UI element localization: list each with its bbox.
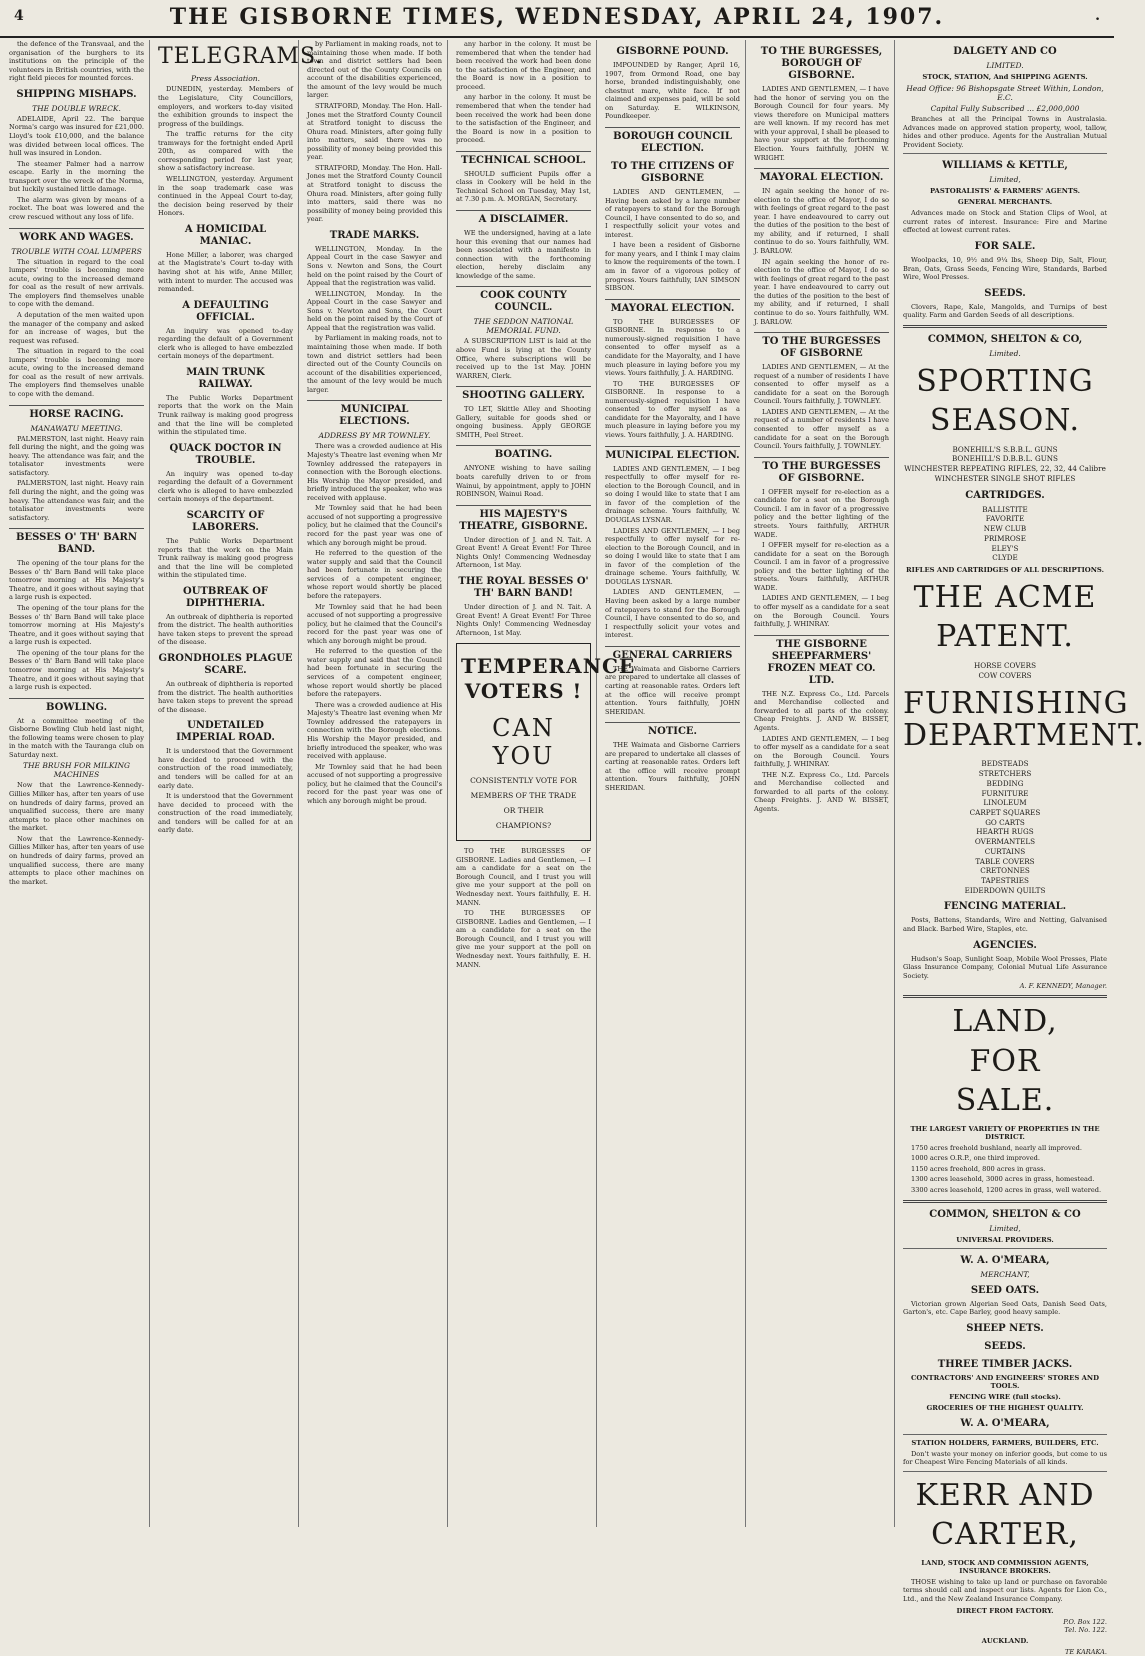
williams-line-2: GENERAL MERCHANTS. xyxy=(957,198,1053,207)
dalgety-line: STOCK, STATION, And SHIPPING AGENTS. xyxy=(922,73,1088,81)
notice-text: ANYONE wishing to have sailing boats carefully driven to or from Wainui, by appointment, apply to JOHN ROBINSON, Wainui Road. xyxy=(456,464,591,499)
article-text: It is understood that the Government have decided to proceed with the construction of the road immediately, and tenders will be called for at an early date. xyxy=(158,792,293,835)
article-text: Hone Miller, a laborer, was charged at the Magistrate's Court to-day with having shot at his wife, Anne Miller, with intent to murder. The accused was remanded. xyxy=(158,250,293,294)
band-heading: THE ROYAL BESSES O' TH' BARN BAND! xyxy=(458,575,589,599)
temperance-advert xyxy=(456,643,636,841)
dalgety-sub: LIMITED. xyxy=(986,61,1024,70)
list-item: BONEHILL'S D.B.B.L. GUNS xyxy=(952,454,1058,464)
notice-heading: TO THE BURGESSES, BOROUGH OF GISBORNE. xyxy=(760,46,883,81)
article-heading: MUNICIPAL ELECTIONS. xyxy=(307,400,442,428)
article-text: the defence of the Transvaal, and the organisation of the burghers to its institutions on the principle of the volunteers in British countries, with the right field pieces for mounted forces. xyxy=(9,40,144,83)
notice-text: LADIES AND GENTLEMEN, — At the request of a number of residents I have consented to offer myself as a candidate for a seat on the Borough Council. Yours faithfully, J. TOWNLEY. xyxy=(754,363,889,406)
groceries-line: GROCERIES OF THE HIGHEST QUALITY. xyxy=(926,1403,1084,1412)
divider xyxy=(903,1200,1107,1203)
list-item: BEDDING xyxy=(986,778,1024,788)
list-item: ELEY'S xyxy=(991,543,1019,553)
notice-text: THE N.Z. Express Co., Ltd. Parcels and Merchandise collected and forwarded to all parts of the colony. Cheap Freights. J. AND W. BISSET, Agents. xyxy=(754,770,889,813)
article-subheading: THE SEDDON NATIONAL MEMORIAL FUND. xyxy=(473,317,574,336)
timber-jacks-heading: THREE TIMBER JACKS. xyxy=(937,1358,1073,1370)
article-text: by Parliament in making roads, not to maintaining those when made. If both town and district settlers had been directed out of the County Councils on account of the disabilities experienced, the amount of the levy would be much larger. xyxy=(307,334,442,394)
article-text: any harbor in the colony. It must be remembered that when the tender had been received the work had been done to the satisfaction of the Engineer, and the Board is now in a position to proceed. xyxy=(456,40,591,91)
williams-line: PASTORALISTS' & FARMERS' AGENTS. xyxy=(929,187,1081,196)
company-heading: THE GISBORNE SHEEPFARMERS' FROZEN MEAT CO. LTD. xyxy=(754,635,889,687)
article-heading: UNDETAILED IMPERIAL ROAD. xyxy=(176,720,275,744)
column-7-adverts xyxy=(898,40,1145,1656)
williams-text: Advances made on Stock and Station Clips of Wool, at current rates of interest. Insurance: Fire and Marine effected at lowest current rates. xyxy=(903,209,1107,235)
omeara-seeds-heading: SEEDS. xyxy=(984,1340,1026,1352)
agencies-heading: AGENCIES. xyxy=(973,939,1037,951)
advert-line: CHAMPIONS? xyxy=(495,821,552,831)
list-item: GO CARTS xyxy=(985,817,1025,827)
article-text: WELLINGTON, Monday. In the Appeal Court in the case Sawyer and Sons v. Newton and Sons, the Court held on the point raised by the Court of Appeal that the registration was valid. xyxy=(307,289,442,332)
common-shelton-name: COMMON, SHELTON & CO, xyxy=(927,333,1083,345)
notice-text: Under direction of J. and N. Tait. A Great Event! A Great Event! For Three Nights Only! Commencing Wednesday Afternoon, 1st May. xyxy=(456,535,591,570)
telegrams-heading: TELEGRAMS. xyxy=(158,44,324,69)
dalgety-office: Head Office: 96 Bishopsgate Street Within, London, E.C. xyxy=(906,84,1104,102)
notice-text: TO LET, Skittle Alley and Shooting Gallery, suitable for goods shed or ongoing business. Apply GEORGE SMITH, Peel Street. xyxy=(456,405,591,439)
article-text: The alarm was given by means of a rocket. The boat was lowered and the crew rescued without any loss of life. xyxy=(9,195,144,221)
list-item: TABLE COVERS xyxy=(975,856,1035,866)
article-text: The situation in regard to the coal lumpers' trouble is becoming more acute, owing to the increased demand for coal as the result of new arrivals. The employers find themselves unable to cope with the demand. xyxy=(9,257,144,309)
notice-heading: TO THE CITIZENS OF GISBORNE xyxy=(611,160,734,184)
list-item: TAPESTRIES xyxy=(981,876,1029,885)
article-text: An inquiry was opened to-day regarding the default of a Government clerk who is alleged to have embezzled certain moneys of the department. xyxy=(158,326,293,361)
common-shelton-sub-2: Limited, xyxy=(989,1223,1021,1233)
covers-list xyxy=(903,661,1107,680)
divider xyxy=(903,1434,1107,1435)
article-text: WELLINGTON, Monday. In the Appeal Court in the case Sawyer and Sons v. Newton and Sons, the Court held on the point raised by the Court of Appeal that the registration was valid. xyxy=(307,244,442,288)
omeara-text: Victorian grown Algerian Seed Oats, Danish Seed Oats, Garton's, etc. Cape Barley, good heavy sample. xyxy=(903,1299,1107,1317)
carter-heading: CARTER, xyxy=(931,1517,1079,1553)
notice-text: LADIES AND GENTLEMEN, — Having been asked by a large number of ratepayers to stand for the Borough Council, I have consented to do so, and I respectfully solicit your votes and interest. xyxy=(605,588,740,640)
article-text: any harbor in the colony. It must be remembered that when the tender had been received the work had been done to the satisfaction of the Engineer, and the Board is now in a position to proceed. xyxy=(456,93,591,145)
destination-line: AUCKLAND. xyxy=(981,1636,1029,1645)
list-item: BEDSTEADS xyxy=(981,759,1029,769)
newspaper-title: THE GISBORNE TIMES, WEDNESDAY, APRIL 24, 1907. xyxy=(169,4,945,30)
notice-text: IMPOUNDED by Ranger, April 16, 1907, from Ormond Road, one bay horse, branded indistinguishably, one chestnut mare, white face. If not claimed and expenses paid, will be sold on Saturday. E. WILKINSON, Poundkeeper. xyxy=(605,61,740,121)
article-heading: TRADE MARKS. xyxy=(329,229,420,241)
list-item: FAVORITE xyxy=(985,514,1025,524)
notice-text: LADIES AND GENTLEMEN, — I beg to offer myself as a candidate for a seat on the Borough Council. Yours faithfully, J. WHINRAY. xyxy=(754,734,889,769)
column-4 xyxy=(451,40,636,1527)
article-text: The Public Works Department reports that the work on the Main Trunk railway is making good progress and that the line will be completed within the stipulated time. xyxy=(158,393,293,437)
article-text: The steamer Palmer had a narrow escape. Early in the morning the transport over the wreck of the Norma, but luckily sustained little damage. xyxy=(9,159,144,194)
article-text: The traffic returns for the city tramways for the fortnight ended April 20th, as compared with the corresponding period for last year, show a satisfactory increase. xyxy=(158,130,293,173)
acme-heading: THE ACME xyxy=(913,579,1097,615)
notice-heading: TO THE BURGESSES OF GISBORNE. xyxy=(754,457,889,485)
article-text: Now that the Lawrence-Kennedy-Gillies Milker has, after ten years of use on hundreds of dairy farms, proved an unqualified success, there are many attempts to place other machines on the market. xyxy=(9,834,144,886)
list-item: PRIMROSE xyxy=(984,533,1026,543)
notice-heading: NOTICE. xyxy=(605,722,740,738)
notice-heading: MUNICIPAL ELECTION. xyxy=(605,446,740,462)
providers-line: UNIVERSAL PROVIDERS. xyxy=(956,1235,1054,1244)
article-heading: HORSE RACING. xyxy=(9,405,144,421)
list-item: 1000 acres O.R.P., one third improved. xyxy=(911,1154,1040,1163)
list-item: NEW CLUB xyxy=(983,524,1027,534)
common-shelton-sub: Limited. xyxy=(989,348,1021,358)
notice-heading: MAYORAL ELECTION. xyxy=(754,168,889,184)
gun-list xyxy=(903,445,1107,484)
article-text: Mr Townley said that he had been accused of not supporting a progressive policy, but he claimed that the Council's record for the past year was one of which any borough might be proud. xyxy=(307,762,442,805)
article-subheading: ADDRESS BY MR TOWNLEY. xyxy=(318,431,431,441)
divider xyxy=(903,995,1107,998)
fencing-text: Posts, Battens, Standards, Wire and Netting, Galvanised and Black. Barbed Wire, Staples, etc. xyxy=(903,916,1107,933)
column-1 xyxy=(4,40,150,1527)
article-heading: WORK AND WAGES. xyxy=(9,228,144,244)
notice-text: WE the undersigned, having at a late hour this evening that our names had been associated with a manifesto in connection with the forthcoming election, hereby disclaim any knowledge of the same. xyxy=(456,229,591,280)
article-text: Now that the Lawrence-Kennedy-Gillies Milker has, after ten years of use on hundreds of dairy farms, proved an unqualified success, there are many attempts to place other machines on the market. xyxy=(9,781,144,833)
notice-text: LADIES AND GENTLEMEN, — Having been asked by a large number of ratepayers to stand for the Borough Council, I have consented to do so, and I respectfully solicit your votes and interest. xyxy=(605,187,740,239)
dalgety-capital: Capital Fully Subscribed ... £2,000,000 xyxy=(930,104,1080,113)
list-item: STRETCHERS xyxy=(978,769,1032,779)
article-heading: A DISCLAIMER. xyxy=(456,210,591,226)
notice-heading: BOROUGH COUNCIL ELECTION. xyxy=(605,127,740,155)
advert-line: MEMBERS OF THE TRADE xyxy=(470,791,577,801)
list-item: COW COVERS xyxy=(978,670,1032,680)
list-item: LINOLEUM xyxy=(983,798,1027,808)
article-heading: GRONDHOLES PLAGUE SCARE. xyxy=(158,653,293,677)
column-3 xyxy=(302,40,448,1527)
article-heading: BOWLING. xyxy=(9,698,144,714)
divider xyxy=(903,1248,1107,1249)
omeara-name: W. A. O'MEARA, xyxy=(960,1254,1050,1266)
divider xyxy=(903,325,1107,328)
list-item: CURTAINS xyxy=(984,846,1026,856)
article-heading: QUACK DOCTOR IN TROUBLE. xyxy=(169,442,282,466)
notice-text: LADIES AND GENTLEMEN, — At the request of a number of residents I have consented to offer myself as a candidate for a seat on the Borough Council. Yours faithfully, J. TOWNLEY. xyxy=(754,407,889,451)
article-heading: MAIN TRUNK RAILWAY. xyxy=(186,366,265,390)
article-heading: COOK COUNTY COUNCIL. xyxy=(456,286,591,314)
notice-text: Under direction of J. and N. Tait. A Great Event! A Great Event! For Three Nights Only! Commencing Wednesday Afternoon, 1st May. xyxy=(456,602,591,637)
article-heading: OUTBREAK OF DIPHTHERIA. xyxy=(183,585,268,609)
article-heading: TECHNICAL SCHOOL. xyxy=(456,151,591,167)
article-heading: BESSES O' TH' BARN BAND. xyxy=(9,528,144,556)
advert-line: CONSISTENTLY VOTE FOR xyxy=(470,776,577,786)
article-text: A deputation of the men waited upon the manager of the company and asked for an increase of wages, but the request was refused. xyxy=(9,310,144,345)
land-heading: LAND, xyxy=(952,1004,1058,1040)
seed-oats-heading: SEED OATS. xyxy=(970,1284,1040,1296)
list-item: HORSE COVERS xyxy=(973,660,1037,670)
article-text: The Public Works Department reports that the work on the Main Trunk railway is making good progress and that the line will be completed within the stipulated time. xyxy=(158,536,293,580)
masthead xyxy=(0,0,1114,38)
notice-text: THE Waimata and Gisborne Carriers are prepared to undertake all classes of carting at reasonable rates. Orders left at the office will receive prompt attention. Yours faithfully, JOHN SHERIDAN. xyxy=(605,741,740,792)
notice-text: A SUBSCRIPTION LIST is laid at the above Fund is lying at the County Office, where subscriptions will be received up to the 1st May. JOHN WARREN, Clerk. xyxy=(456,337,591,380)
list-item: CRETONNES xyxy=(980,866,1030,876)
article-text: There was a crowded audience at His Majesty's Theatre last evening when Mr Townley addressed the ratepayers in connection with the Borough elections. His Worship the Mayor presided, and briefly introduced the speaker, who was received with applause. xyxy=(307,700,442,761)
theatre-heading: HIS MAJESTY'S THEATRE, GISBORNE. xyxy=(456,505,591,533)
sheep-nets-heading: SHEEP NETS. xyxy=(966,1322,1044,1334)
sale-heading: FOR SALE. xyxy=(974,240,1036,252)
article-subheading: Press Association. xyxy=(191,74,260,84)
article-text: An outbreak of diphtheria is reported from the district. The health authorities have taken steps to prevent the spread of the disease. xyxy=(158,680,293,714)
notice-text: LADIES AND GENTLEMEN, — I beg respectfully to offer myself for re-election to the Borough Council, and in so doing I would like to state that I am in favor of the completion of the drainage scheme. Yours faithfully, W. DOUGLAS LYSNAR. xyxy=(605,526,740,586)
sale-big-heading: SALE. xyxy=(955,1083,1055,1119)
notice-heading: GENERAL CARRIERS xyxy=(605,646,740,662)
notice-text: TO THE BURGESSES OF GISBORNE. Ladies and Gentlemen, — I am a candidate for a seat on the Borough Council, and I trust you will give me your support at the poll on Wednesday next. Yours faithfully, E. H. MANN. xyxy=(456,847,591,907)
sporting-heading: SPORTING xyxy=(916,363,1094,399)
corner-label: TE KARAKA. xyxy=(1065,1647,1107,1656)
article-text: PALMERSTON, last night. Heavy rain fell during the night, and the going was heavy. The attendance was fair, and the totalisator investments were satisfactory. xyxy=(9,434,144,477)
column-6 xyxy=(749,40,895,1527)
list-item: OVERMANTELS xyxy=(974,837,1036,847)
article-text: An inquiry was opened to-day regarding the default of a Government clerk who is alleged to have embezzled certain moneys of the department. xyxy=(158,469,293,504)
article-text: The opening of the tour plans for the Besses o' th' Barn Band will take place tomorrow morning at His Majesty's Theatre, and it goes without saying that a large rush is expected. xyxy=(9,559,144,602)
masthead-mark: . xyxy=(1095,8,1100,24)
patent-heading: PATENT. xyxy=(936,619,1074,655)
list-item: 1300 acres leasehold, 3000 acres in grass, homestead. xyxy=(911,1175,1095,1184)
notice-heading: MAYORAL ELECTION. xyxy=(605,299,740,315)
factory-line: DIRECT FROM FACTORY. xyxy=(956,1606,1054,1615)
article-text: The opening of the tour plans for the Besses o' th' Barn Band will take place tomorrow morning at His Majesty's Theatre, and it goes without saying that a large rush is expected. xyxy=(9,604,144,647)
kerr-heading: KERR AND xyxy=(915,1477,1095,1513)
list-item: WINCHESTER SINGLE SHOT RIFLES xyxy=(934,473,1076,483)
article-text: It is understood that the Government have decided to proceed with the construction of the road immediately, and tenders will be called for at an early date. xyxy=(158,747,293,790)
article-subheading: MANAWATU MEETING. xyxy=(30,423,123,433)
dalgety-text: Branches at all the Principal Towns in Australasia. Advances made on approved station property, wool, tallow, hides and other produce. Agents for the Australian Mutual Provident Society. xyxy=(903,115,1107,149)
notice-text: TO THE BURGESSES OF GISBORNE. In response to a numerously-signed requisition I have consented to offer myself as a candidate for the Mayoralty, and I have much pleasure in laying before you my views. Yours faithfully, J. A. HARDING. xyxy=(605,379,740,439)
notice-text: IN again seeking the honor of re-election to the office of Mayor, I do so with feelings of great regard to the past year. I have endeavoured to carry out the duties of the position to the best of my ability, and if returned, I shall continue to do so. Yours faithfully, WM. J. BARLOW. xyxy=(754,257,889,326)
list-item: 3300 acres leasehold, 1200 acres in grass, well watered. xyxy=(911,1186,1102,1194)
notice-text: THE N.Z. Express Co., Ltd. Parcels and Merchandise collected and forwarded to all parts of the colony. Cheap Freights. J. AND W. BISSET, Agents. xyxy=(754,689,889,732)
phone-number: Tel. No. 122. xyxy=(1064,1625,1107,1634)
rifles-line: RIFLES AND CARTRIDGES OF ALL DESCRIPTIONS. xyxy=(906,565,1104,574)
article-heading: SHIPPING MISHAPS. xyxy=(16,88,137,100)
po-box: P.O. Box 122. xyxy=(1063,1617,1107,1626)
article-text: He referred to the question of the water supply and said that the Council had been fortunate in securing the services of a competent engineer, whose report would shortly be placed before the ratepayers. xyxy=(307,549,442,600)
notice-text: THE Waimata and Gisborne Carriers are prepared to undertake all classes of carting at reasonable rates. Orders left at the office will receive prompt attention. Yours faithfully, JOHN SHERIDAN. xyxy=(605,664,740,716)
common-shelton-name-2: COMMON, SHELTON & CO xyxy=(929,1208,1081,1220)
agencies-text: Hudson's Soap, Sunlight Soap, Mobile Wool Presses, Plate Glass Insurance Company, Colonial Mutual Life Assurance Society. xyxy=(903,954,1107,980)
article-text: Mr Townley said that he had been accused of not supporting a progressive policy, but he claimed that the Council's record for the past year was one of which any borough might be proud. xyxy=(307,602,442,645)
land-subheading: THE LARGEST VARIETY OF PROPERTIES IN THE DISTRICT. xyxy=(910,1124,1100,1141)
article-text: At a committee meeting of the Gisborne Bowling Club held last night, the following teams were chosen to play in the match with the Tauranga club on Saturday next. xyxy=(9,716,144,759)
article-text: DUNEDIN, yesterday. Members of the Legislature, City Councillors, employers, and workers to-day visited the exhibition grounds to inspect the progress of the buildings. xyxy=(158,85,293,128)
article-subheading: TROUBLE WITH COAL LUMPERS xyxy=(11,246,142,256)
article-text: He referred to the question of the water supply and said that the Council had been fortunate in securing the services of a competent engineer, whose report would shortly be placed before the ratepayers. xyxy=(307,647,442,699)
sale-text: Woolpacks, 10, 9½ and 9¼ lbs, Sheep Dip, Salt, Flour, Bran, Oats, Grass Seeds, Fencing Wire, Standards, Barbed Wire, Wool Presses. xyxy=(903,255,1107,282)
furnishing-heading: FURNISHING DEPARTMENT. xyxy=(903,686,1145,753)
notice-text: LADIES AND GENTLEMEN, — I beg to offer myself as a candidate for a seat on the Borough Council. Yours faithfully, J. WHINRAY. xyxy=(754,594,889,629)
notice-text: I OFFER myself for re-election as a candidate for a seat on the Borough Council. I am in favor of a progressive policy and the better lighting of the streets. Yours faithfully, ARTHUR WADE. xyxy=(754,541,889,592)
article-text: An outbreak of diphtheria is reported from the district. The health authorities have taken steps to prevent the spread of the disease. xyxy=(158,612,293,647)
list-item: HEARTH RUGS xyxy=(976,827,1034,837)
notice-text: I OFFER myself for re-election as a candidate for a seat on the Borough Council. I am in favor of a progressive policy and the better lighting of the streets. Yours faithfully, ARTHUR WADE. xyxy=(754,487,889,539)
article-heading: SCARCITY OF LABORERS. xyxy=(186,509,265,533)
for-heading: FOR xyxy=(969,1043,1041,1079)
notice-text: TO THE BURGESSES OF GISBORNE. In response to a numerously-signed requisition I have consented to offer myself as a candidate for the Mayoralty, and I have much pleasure in laying before you my views. Yours faithfully, J. A. HARDING. xyxy=(605,317,740,378)
advert-headline: VOTERS ! xyxy=(464,679,583,704)
williams-sub: Limited, xyxy=(989,175,1021,185)
divider xyxy=(903,153,1107,154)
page-number: 4 xyxy=(14,8,24,24)
article-text: The situation in regard to the coal lumpers' trouble is becoming more acute, owing to the increased demand for coal as the result of new arrivals. The employers find themselves unable to cope with the demand. xyxy=(9,347,144,398)
article-text: STRATFORD, Monday. The Hon. Hall-Jones met the Stratford County Council at Stratford tonight to discuss the Ohura road. Ministers, after going fully into matters, said there was no possibility of money being provided this year. xyxy=(307,163,442,224)
article-text: STRATFORD, Monday. The Hon. Hall-Jones met the Stratford County Council at Stratford tonight to discuss the Ohura road. Ministers, after going fully into matters, said there was no possibility of money being provided this year. xyxy=(307,101,442,162)
seeds-text: Clovers, Rape, Kale, Mangolds, and Turnips of best quality. Farm and Garden Seeds of all descriptions. xyxy=(903,302,1107,320)
advert-line: OR THEIR xyxy=(503,806,544,816)
list-item: BONEHILL'S S.B.B.L. GUNS xyxy=(952,444,1058,454)
notice-heading: TO THE BURGESSES OF GISBORNE xyxy=(754,332,889,360)
stores-line: CONTRACTORS' AND ENGINEERS' STORES AND TOOLS. xyxy=(911,1373,1099,1390)
notice-text: LADIES AND GENTLEMEN, — I have had the honor of serving you on the Borough Council for four years. My views therefore on Municipal matters are well known. If my record has met with your approval, I shall be pleased to have your support at the forthcoming Election. Yours faithfully, JOHN W. WRIGHT. xyxy=(754,85,889,162)
cartridges-heading: CARTRIDGES. xyxy=(965,489,1045,501)
list-item: EIDERDOWN QUILTS xyxy=(964,885,1046,895)
list-item: CLYDE xyxy=(992,553,1018,563)
station-text: Don't waste your money on inferior goods, but come to us for Cheapest Wire Fencing Materials of all kinds. xyxy=(903,1449,1107,1467)
kerr-line: LAND, STOCK AND COMMISSION AGENTS, INSURANCE BROKERS. xyxy=(921,1558,1089,1575)
article-text: The opening of the tour plans for the Besses o' th' Barn Band will take place tomorrow morning at His Majesty's Theatre, and it goes without saying that a large rush is expected. xyxy=(9,648,144,692)
article-text: ADELAIDE, April 22. The barque Norma's cargo was insured for £21,000. Lloyd's took £10,000, and the balance was divided between local offices. The hull was insured in London. xyxy=(9,114,144,158)
article-subheading: THE DOUBLE WRECK. xyxy=(32,103,121,113)
furnishing-list xyxy=(903,759,1107,895)
kerr-text: THOSE wishing to take up land or purchase on favorable terms should call and inspect our lists. Agents for Lion Co., Ltd., and the New Zealand Insurance Company. xyxy=(903,1577,1107,1603)
fencing-heading: FENCING MATERIAL. xyxy=(943,901,1067,913)
list-item: CARPET SQUARES xyxy=(969,807,1041,817)
notice-text: TO THE BURGESSES OF GISBORNE. Ladies and Gentlemen, — I am a candidate for a seat on the Borough Council, and I trust you will give me your support at the poll on Wednesday next. Yours faithfully, E. H. MANN. xyxy=(456,909,591,969)
list-item: 1750 acres freehold bushland, nearly all improved. xyxy=(911,1143,1082,1152)
fencing-wire-line: FENCING WIRE (full stocks). xyxy=(949,1392,1061,1401)
divider xyxy=(903,1471,1107,1472)
article-heading: A HOMICIDAL MANIAC. xyxy=(184,223,267,247)
article-heading: SHOOTING GALLERY. xyxy=(456,386,591,402)
cartridge-list xyxy=(903,505,1107,563)
dalgety-name: DALGETY AND CO xyxy=(953,46,1057,57)
station-heading: STATION HOLDERS, FARMERS, BUILDERS, ETC. xyxy=(911,1438,1099,1447)
article-heading: A DEFAULTING OFFICIAL. xyxy=(182,299,269,323)
article-text: There was a crowded audience at His Majesty's Theatre last evening when Mr Townley addressed the ratepayers in connection with the Borough elections. His Worship the Mayor presided, and briefly introduced the speaker, who was received with applause. xyxy=(307,442,442,502)
article-text: PALMERSTON, last night. Heavy rain fell during the night, and the going was heavy. The attendance was fair, and the totalisator investments were satisfactory. xyxy=(9,479,144,522)
list-item: FURNITURE xyxy=(981,788,1029,798)
notice-text: LADIES AND GENTLEMEN, — I beg respectfully to offer myself for re-election to the Borough Council, and in so doing I would like to state that I am in favor of the completion of the drainage scheme. Yours faithfully, W. DOUGLAS LYSNAR. xyxy=(605,464,740,524)
list-item: 1150 acres freehold, 800 acres in grass. xyxy=(911,1164,1046,1173)
omeara-line: MERCHANT, xyxy=(980,1269,1030,1279)
list-item: BALLISTITE xyxy=(982,504,1028,514)
article-subheading: THE BRUSH FOR MILKING MACHINES xyxy=(22,761,131,780)
article-heading: BOATING. xyxy=(456,445,591,461)
article-text: WELLINGTON, yesterday. Argument in the soap trademark case was continued in the Appeal Court to-day, the decision being reserved by their Honors. xyxy=(158,175,293,218)
article-text: by Parliament in making roads, not to maintaining those when made. If both town and district settlers had been directed out of the County Councils on account of the disabilities experienced, the amount of the levy would be much larger. xyxy=(307,40,442,100)
article-text: Mr Townley said that he had been accused of not supporting a progressive policy, but he claimed that the Council's record for the past year was one of which any borough might be proud. xyxy=(307,504,442,547)
omeara-signature: W. A. O'MEARA, xyxy=(960,1417,1050,1429)
season-heading: SEASON. xyxy=(929,403,1081,439)
notice-text: IN again seeking the honor of re-election to the office of Mayor, I do so with feelings of great regard to the past year. I have endeavoured to carry out the duties of the position to the best of my ability, and if returned, I shall continue to do so. Yours faithfully, WM. J. BARLOW. xyxy=(754,187,889,255)
notice-heading: GISBORNE POUND. xyxy=(616,46,729,57)
list-item: WINCHESTER REPEATING RIFLES, 22, 32, 44 Calibre xyxy=(904,464,1106,474)
manager-signature: A. F. KENNEDY, Manager. xyxy=(1019,982,1107,991)
advert-headline: TEMPERANCE xyxy=(461,654,636,679)
column-5 xyxy=(600,40,746,1527)
seeds-heading: SEEDS. xyxy=(984,287,1026,299)
notice-text: I have been a resident of Gisborne for many years, and I think I may claim to know the requirements of the town. I am in favor of a vigorous policy of progress. Yours faithfully, IAN SIMSON SIBSON. xyxy=(605,241,740,293)
column-2 xyxy=(153,40,324,1527)
advert-question: CAN YOU xyxy=(492,714,555,771)
notice-text: SHOULD sufficient Pupils offer a class in Cookery will be held in the Technical School on Tuesday, May 1st, at 7.30 p.m. A. MORGAN, Secretary. xyxy=(456,169,591,204)
williams-name: WILLIAMS & KETTLE, xyxy=(942,160,1068,172)
